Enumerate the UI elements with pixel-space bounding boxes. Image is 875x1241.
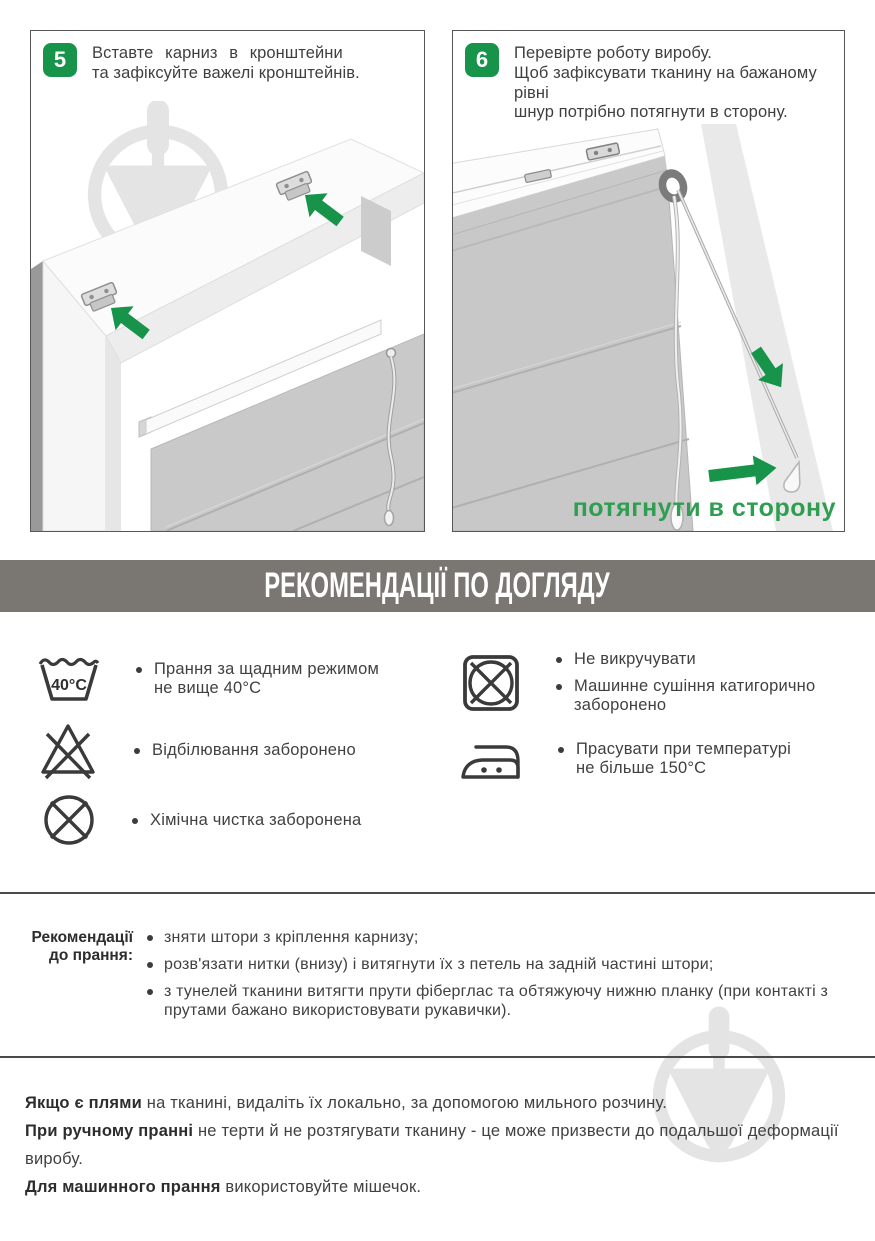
care-item [556,677,815,715]
washing-bullet3: з тунелей тканини витягти прути фіберглас та обтяжуючу нижню планку (при контакті з прутами бажано використовувати рукавички). [164,983,829,1019]
note-stains-lead: Якщо є плями [25,1094,143,1112]
care-item [558,740,791,778]
bottom-notes [25,1089,851,1201]
divider [0,892,875,894]
bullet-dot [556,684,562,690]
cord-ring [387,349,396,358]
washing-bullet1: зняти штори з кріплення карнизу; [164,929,419,946]
dry-note-line2: заборонено [574,696,667,714]
list-item [147,982,847,1020]
washing-recommendations [25,928,851,1020]
step6-instruction [514,43,836,123]
note-machinewash [25,1173,851,1201]
bullet-dot [134,748,140,754]
care-row-iron [460,735,791,783]
note-stains-rest: на тканині, видаліть їх локально, за допомогою мильного розчину. [142,1094,668,1112]
care-row-wash [38,652,379,706]
step5-instruction [92,43,360,84]
bullet-dot [558,747,564,753]
note-machinewash-rest: використовуйте мішечок. [220,1178,422,1196]
wash-note-line2: не вище 40°С [154,679,262,697]
care-recommendations-banner [0,560,875,612]
step6-line1: Перевірте роботу виробу. [514,44,712,62]
step6-header [465,43,836,123]
list-item [147,955,847,974]
washing-label-line1: Рекомендації [31,929,133,946]
care-row-bleach [38,720,356,780]
washing-label-line2: до прання: [49,947,133,964]
care-item [134,741,356,760]
bullet-dot [136,667,142,673]
step6-panel [452,30,845,532]
no-dryclean-icon [42,793,96,847]
roman-blind [139,320,424,531]
care-recommendations-title: РЕКОМЕНДАЦІЇ ПО ДОГЛЯДУ [264,566,611,605]
step6-number-badge: 6 [465,43,499,77]
iron-note-line2: не більше 150°С [576,759,707,777]
step5-number-badge: 5 [43,43,77,77]
blind-fabric [453,170,693,531]
step5-line1: Вставте карниз в кронштейни [92,44,343,62]
care-row-dryclean [42,793,361,847]
step5-panel [30,30,425,532]
wash-temp-label: 40°C [51,677,87,694]
cord-tassel [385,511,394,526]
care-row-wring [462,650,815,715]
bullet-dot [132,818,138,824]
note-stains [25,1089,851,1117]
care-item [136,660,379,698]
step6-line2: Щоб зафіксувати тканину на бажаному рівні [514,63,817,102]
note-handwash [25,1117,851,1173]
care-item [132,811,361,830]
washing-bullet2: розв'язати нитки (внизу) і витягнути їх з петель на задній частині штори; [164,956,714,973]
step5-line2: та зафіксуйте важелі кронштейнів. [92,63,360,82]
bullet-dot [147,962,153,968]
step5-header [43,43,416,84]
list-item [147,928,847,947]
bullet-dot [147,989,153,995]
pull-aside-caption: потягнути в сторону [572,494,836,522]
no-wring-icon [462,654,520,712]
bleach-note-line1: Відбілювання заборонено [152,740,356,759]
bullet-dot [147,935,153,941]
window-frame-install-illustration [31,101,424,531]
washing-label [25,928,133,1020]
iron-note-line1: Прасувати при температурі [576,740,792,758]
cord-pull-illustration [453,124,844,531]
divider [0,1056,875,1058]
note-handwash-lead: При ручному пранні [25,1122,194,1140]
wring-note-line1: Не викручувати [574,650,696,668]
wash-40-icon [38,652,100,706]
no-bleach-icon [38,720,98,780]
bullet-dot [556,657,562,663]
dryclean-note-line1: Хімічна чистка заборонена [150,810,362,829]
care-item [556,650,815,669]
wash-note-line1: Прання за щадним режимом [154,660,380,678]
note-handwash-rest: не терти й не розтягувати тканину - це може призвести до подальшої деформації виробу. [25,1122,839,1168]
note-machinewash-lead: Для машинного прання [25,1178,221,1196]
dry-note-line1: Машинне сушіння катигорично [574,677,816,695]
step6-line3: шнур потрібно потягнути в сторону. [514,103,788,122]
washing-list [147,928,847,1020]
iron-150-icon [460,735,522,783]
